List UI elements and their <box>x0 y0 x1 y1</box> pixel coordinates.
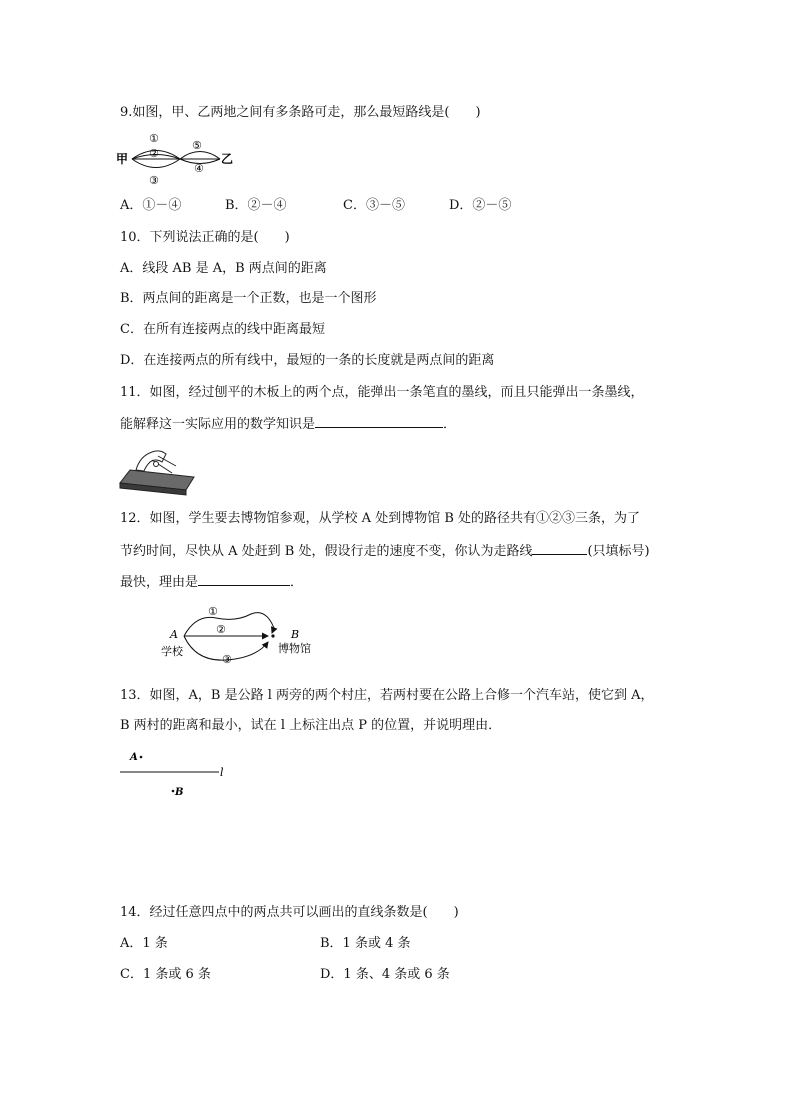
q10-option-a: A．线段 AB 是 A，B 两点间的距离 <box>120 261 327 276</box>
q9-option-d: D．②－⑤ <box>449 198 512 213</box>
answer-blank-12-route[interactable] <box>532 541 587 555</box>
board-illustration <box>116 440 198 498</box>
point-village-b <box>172 790 175 793</box>
question-11-line-1: 11．如图，经过刨平的木板上的两个点，能弹出一条笔直的墨线，而且只能弹出一条墨线， <box>120 385 644 400</box>
question-13-figure <box>116 745 236 800</box>
label-a: A <box>170 628 178 641</box>
question-10-stem: 10．下列说法正确的是( ) <box>120 230 290 245</box>
q14-option-a: A．1 条 <box>120 936 168 951</box>
label-route-2: ② <box>216 623 226 636</box>
label-route-1: ① <box>149 132 159 145</box>
q14-option-b: B．1 条或 4 条 <box>320 936 411 951</box>
question-11-text: 能解释这一实际应用的数学知识是 <box>120 417 316 432</box>
label-village-b: B <box>175 787 184 798</box>
label-village-a: A <box>130 752 138 763</box>
label-route-1: ① <box>208 605 218 618</box>
question-12-line-3 <box>120 572 303 592</box>
answer-blank-11[interactable] <box>315 414 443 428</box>
q9-option-b: B．②－④ <box>225 198 287 213</box>
q10-option-c: C．在所有连接两点的线中距离最短 <box>120 322 325 337</box>
question-11-period: ． <box>443 417 457 432</box>
label-museum: 博物馆 <box>278 642 311 655</box>
question-13-line-2: B 两村的距离和最小，试在 l 上标注出点 P 的位置，并说明理由． <box>120 718 502 733</box>
label-end: 乙 <box>221 152 234 166</box>
q10-option-d: D．在连接两点的所有线中，最短的一条的长度就是两点间的距离 <box>120 353 495 368</box>
question-12-hint: (只填标号) <box>587 544 650 559</box>
question-12-period: ． <box>290 575 304 590</box>
question-9-stem: 9.如图，甲、乙两地之间有多条路可走，那么最短路线是( ) <box>120 105 481 120</box>
answer-blank-12-reason[interactable] <box>198 572 290 586</box>
question-12-reason-text: 最快，理由是 <box>120 575 199 590</box>
q9-option-a: A．①－④ <box>120 198 182 213</box>
question-11-line-2 <box>120 414 456 434</box>
museum-route-1 <box>184 613 274 636</box>
q14-option-c: C．1 条或 6 条 <box>120 967 211 982</box>
label-school: 学校 <box>161 645 183 658</box>
point-village-a <box>140 756 143 759</box>
label-route-2: ② <box>149 147 159 160</box>
label-route-3: ③ <box>222 653 232 666</box>
route-3 <box>132 159 180 168</box>
label-b: B <box>291 628 300 641</box>
q9-option-c: C．③－⑤ <box>343 198 405 213</box>
question-12-line-2 <box>120 541 650 561</box>
question-9-figure <box>116 130 236 188</box>
question-14-stem: 14．经过任意四点中的两点共可以画出的直线条数是( ) <box>120 905 459 920</box>
label-route-5: ⑤ <box>192 139 202 152</box>
point-b <box>271 634 274 637</box>
label-route-3: ③ <box>149 174 159 187</box>
question-13-line-1: 13．如图，A，B 是公路 l 两旁的两个村庄，若两村要在公路上合修一个汽车站，使它到 A， <box>120 688 654 703</box>
q14-option-d: D．1 条、4 条或 6 条 <box>320 967 450 982</box>
route-5 <box>180 152 220 160</box>
question-12-figure <box>156 600 346 670</box>
label-start: 甲 <box>116 152 129 166</box>
label-route-4: ④ <box>194 162 204 175</box>
q10-option-b: B．两点间的距离是一个正数，也是一个图形 <box>120 291 377 306</box>
question-12-text: 节约时间，尽快从 A 处赶到 B 处，假设行走的速度不变，你认为走路线 <box>120 544 533 559</box>
question-12-line-1: 12．如图，学生要去博物馆参观，从学校 A 处到博物馆 B 处的路径共有①②③三条，为了 <box>120 511 641 526</box>
label-road: l <box>220 766 224 779</box>
